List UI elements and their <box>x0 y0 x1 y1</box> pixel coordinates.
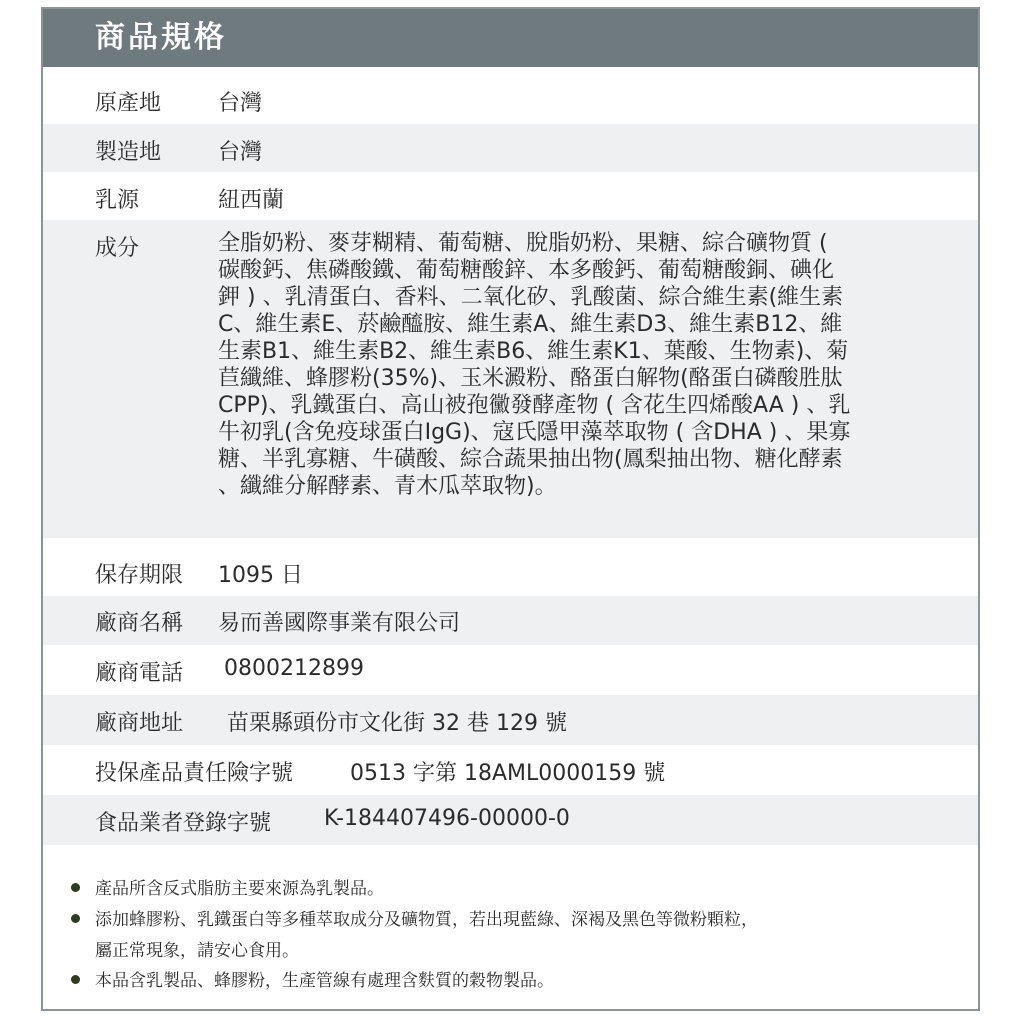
spec-row-manufacture <box>43 124 978 172</box>
vendor-name-value: 易而善國際事業有限公司 <box>218 611 461 636</box>
shelf-life-value: 1095 日 <box>218 563 303 588</box>
insurance-value: 0513 字第 18AML0000159 號 <box>350 761 666 786</box>
ingredients-line: 生素B1、維生素B2、維生素B6、維生素K1、葉酸、生物素)、菊 <box>218 339 849 364</box>
vendor-phone-value: 0800212899 <box>224 656 364 681</box>
spec-row-vendor-address <box>43 695 978 745</box>
shelf-life-label: 保存期限 <box>95 563 184 588</box>
page-title: 商品規格 <box>95 20 227 55</box>
milk-source-label: 乳源 <box>95 188 140 213</box>
manufacture-label: 製造地 <box>95 140 162 165</box>
spec-row-ingredients <box>43 220 978 538</box>
note-item: 產品所含反式脂肪主要來源為乳製品。 <box>95 879 384 899</box>
ingredients-line: 、纖維分解酵素、青木瓜萃取物)。 <box>218 474 557 499</box>
spec-row-milk-source <box>43 172 978 220</box>
food-registration-value: K-184407496-00000-0 <box>324 806 570 831</box>
milk-source-value: 紐西蘭 <box>218 188 285 213</box>
ingredients-line: CPP)、乳鐵蛋白、高山被孢黴發酵產物 ( 含花生四烯酸AA ) 、乳 <box>218 393 851 418</box>
spec-row-vendor-name <box>43 596 978 645</box>
ingredients-label: 成分 <box>95 236 140 261</box>
ingredients-line: 苣纖維、蜂膠粉(35%)、玉米澱粉、酪蛋白解物(酪蛋白磷酸胜肽 <box>218 366 843 391</box>
spec-row-vendor-phone <box>43 645 978 695</box>
ingredients-line: 牛初乳(含免疫球蛋白IgG)、寇氏隱甲藻萃取物 ( 含DHA ) 、果寡 <box>218 420 851 445</box>
food-registration-label: 食品業者登錄字號 <box>95 811 272 836</box>
spec-row-shelf-life <box>43 548 978 596</box>
vendor-address-label: 廠商地址 <box>95 711 184 736</box>
bullet-icon <box>71 975 80 984</box>
manufacture-value: 台灣 <box>218 140 263 165</box>
ingredients-line: 鉀 ) 、乳清蛋白、香料、二氧化矽、乳酸菌、綜合維生素(維生素 <box>218 285 844 310</box>
bullet-icon <box>71 883 80 892</box>
origin-label: 原產地 <box>95 91 162 116</box>
spec-header <box>43 9 978 67</box>
insurance-label: 投保產品責任險字號 <box>95 761 294 786</box>
vendor-name-label: 廠商名稱 <box>95 611 184 636</box>
vendor-address-value: 苗栗縣頭份市文化街 32 巷 129 號 <box>227 711 567 736</box>
ingredients-line: C、維生素E、菸鹼醯胺、維生素A、維生素D3、維生素B12、維 <box>218 312 843 337</box>
spec-row-food-registration <box>43 795 978 845</box>
note-item-continuation: 屬正常現象，請安心食用。 <box>95 941 299 961</box>
note-item: 添加蜂膠粉、乳鐵蛋白等多種萃取成分及礦物質，若出現藍綠、深褐及黑色等微粉顆粒， <box>95 910 758 930</box>
ingredients-line: 全脂奶粉、麥芽糊精、葡萄糖、脫脂奶粉、果糖、綜合礦物質 ( <box>218 231 828 256</box>
origin-value: 台灣 <box>218 91 263 116</box>
spec-row-origin <box>43 75 978 124</box>
note-item: 本品含乳製品、蜂膠粉，生產管線有處理含麩質的穀物製品。 <box>95 971 554 991</box>
vendor-phone-label: 廠商電話 <box>95 661 184 686</box>
ingredients-line: 碳酸鈣、焦磷酸鐵、葡萄糖酸鋅、本多酸鈣、葡萄糖酸銅、碘化 <box>218 258 835 283</box>
product-spec-panel <box>41 7 980 1011</box>
bullet-icon <box>71 914 80 923</box>
ingredients-value <box>218 230 963 500</box>
ingredients-line: 糖、半乳寡糖、牛磺酸、綜合蔬果抽出物(鳳梨抽出物、糖化酵素 <box>218 447 843 472</box>
spec-row-insurance <box>43 745 978 795</box>
